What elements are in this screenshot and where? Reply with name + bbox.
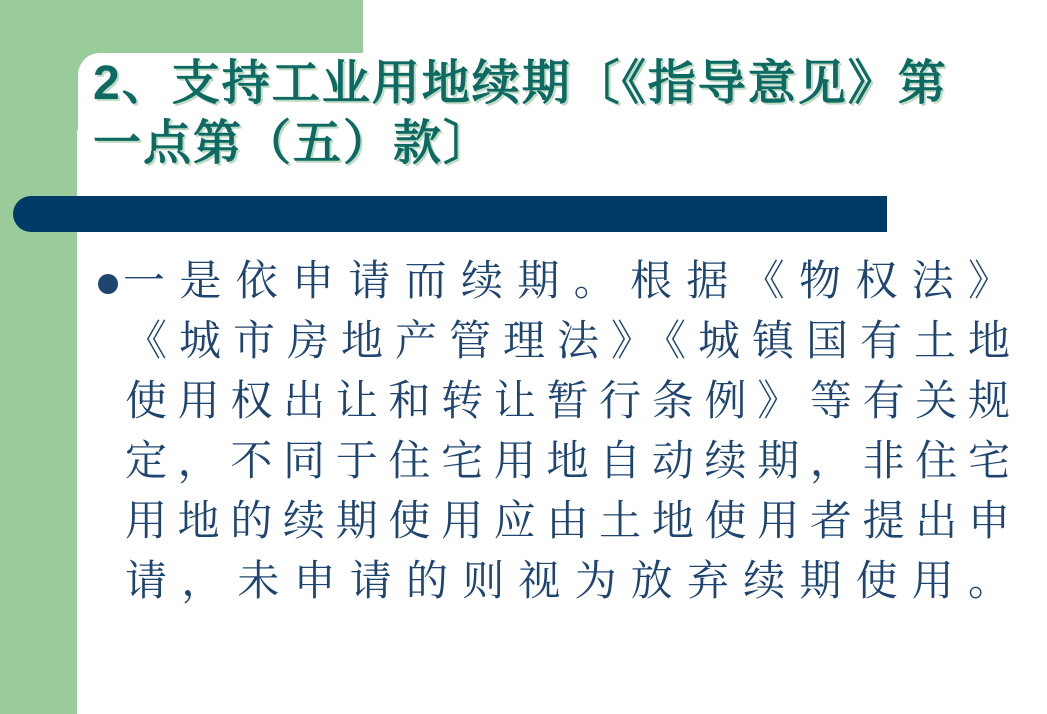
body-line-1: 一是依申请而续期。根据《物权法》: [123, 259, 1010, 305]
body-first-row: [98, 252, 1010, 312]
slide-title-line-2: 一点第（五）款〕: [93, 117, 494, 170]
bullet-icon: [98, 274, 118, 294]
body-line-2: 《城市房地产管理法》《城镇国有土地: [125, 319, 1010, 365]
body-line-3: 使用权出让和转让暂行条例》等有关规: [125, 379, 1010, 425]
slide-title: [93, 54, 1043, 174]
title-accent-bar: [13, 196, 887, 232]
body-line-6: 请，未申请的则视为放弃续期使用。: [125, 559, 1010, 605]
slide-title-line-1: 2、支持工业用地续期〔《指导意见》第: [93, 57, 948, 110]
body-text-block: [98, 252, 1010, 612]
body-line-5: 用地的续期使用应由土地使用者提出申: [125, 499, 1010, 545]
body-line-4: 定，不同于住宅用地自动续期，非住宅: [125, 439, 1010, 485]
